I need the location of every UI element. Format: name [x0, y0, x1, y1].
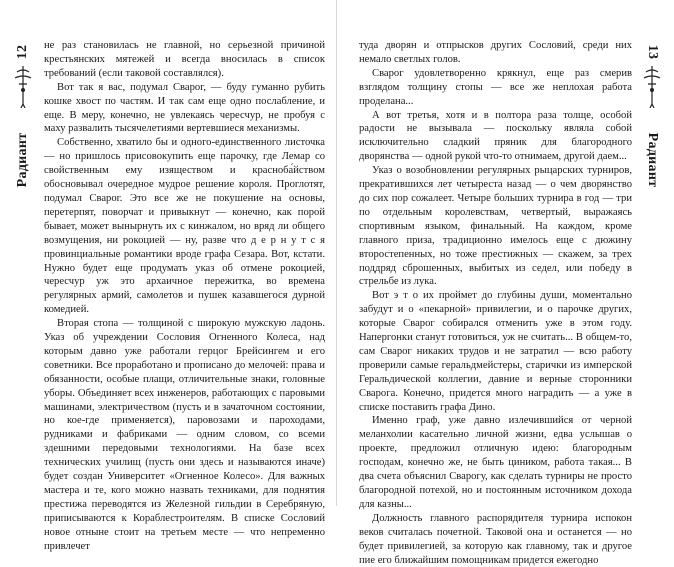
right-text-body [359, 39, 632, 567]
paragraph: Сварог удовлетворенно крякнул, еще раз смерив взглядом толщину стопы — все же неплохая работа проделана... [359, 67, 632, 107]
running-title-left: Радиант [15, 132, 30, 188]
left-text-body [44, 39, 325, 554]
paragraph: Вторая стопа — толщиной с широкую мужскую ладонь. Указ об учреждении Сословия Огненного Колеса, над которым давно уже работали герцог Брейсингем и его советники. Все проработано и прописано до мелочей: права и обязанности, особые плащи, отличительные знаки, головные уборы. Объединяет всех инженеров, работающих с паровыми машинами, электричеством (пусть и в зачаточном состоянии, но кое-где применяется), паровозами и пароходами, рудниками и фабриками — одним словом, со всеми здешними передовыми технологиями. На базе всех технических училищ (пусть они здесь и называются иначе) будет создан Университет «Огненное Колесо». Для важных мастера и те, кого можно назвать техниками, для поднятия престижа переводятся из Железной гильдии в Серебряную, приписываются к Кораблестроителям. В списке Сословий новое отныне стоит на третьем месте — что непременно привлечет [44, 318, 325, 552]
right-margin [637, 0, 667, 506]
paragraph: А вот третья, хотя и в полтора раза толще, особой радости не вызывала — поскольку являла собой исключительно сладкий пряник для благородного дворянства — одной рукой что-то отнимаем, другой даем... [359, 109, 632, 163]
paragraph: Вот так я вас, подумал Сварог, — буду гуманно рубить кошке хвост по частям. И так сам еще одно послабление, и еще. В меру, конечно, не увлекаясь чересчур, не пробуя с маху развалить тысячелетиями вертевшиеся механизмы. [44, 81, 325, 135]
left-page [0, 0, 337, 552]
right-page [337, 0, 674, 566]
page-number-right: 13 [645, 44, 660, 60]
paragraph: не раз становилась не главной, но серьезной причиной крестьянских мятежей и всегда вносилась в список требований (если таковой составлялся). [44, 40, 325, 79]
paragraph: Вот э т о их проймет до глубины души, моментально забудут и о «пекарной» привилегии, и о парочке других, которые Сварог собирался отменить уже в этом году. Напергонки станут готовиться, уж не считать... В общем-то, сам Сварог никаких трудов и не затратил — всю работу проверили самые геральдмейстеры, старички из имперской Геральдической коллегии, давние и верные сторонники Сварога. Конечно, придется много наградить — а уже в списке поставить графа Дино. [359, 290, 632, 413]
paragraph: Собственно, хватило бы и одного-единственного листочка — но пришлось присовокупить еще парочку, где Лемар со свойственным ему изяществом и красноба́йством обосновывал очередное мудрое решение короля. Проглотят, подумал Сварог. Это все же не покушение на основы, перетерпят, поворчат и привыкнут — конечно, как порой бывает, может вынырнуть их с кинжалом, но вряд ли общего возмущения, ни рокоцией — ну, разве что д е р н у т с я провинциальные романтики вроде графа Сезара. Вот, кстати. Нужно будет еще продумать указ об отмене рокоцией, чересчур уж это архаичное пережитка, во времена регулярных армий, самолетов и пушек казавшегося дурной комедией. [44, 137, 325, 316]
running-title-right: Радиант [645, 132, 660, 188]
ornament-dagger-icon [640, 64, 664, 108]
paragraph: Должность главного распорядителя турнира испокон веков считалась почетной. Таковой она и останется — но будет привилегией, за которую как главному, так и другое пие его ближайшим помощникам придется ежегодно [359, 512, 632, 566]
page-number-left: 12 [15, 44, 30, 60]
paragraph: Указ о возобновлении регулярных рыцарских турниров, прекратившихся лет четыреста назад — о чем дворянство до сих пор сожалеет. Четыре больших турнира в год — три по отдельным королевствам, четвертый, выражаясь спортивным языком, финальный. На каждом, кроме главного приза, традиционно имелось еще с дюжину второстепенных, но тоже престижных — скажем, за трех поддряд сброшенных, выбитых из седел, или победу в стрельбе из лука. [359, 165, 632, 288]
left-margin [8, 0, 38, 506]
paragraph: Именно граф, уже давно излечившийся от черной меланхолии касательно личной жизни, едва услышав о проекте, предложил отличную идею: благородным господам, конечно же, не быть циником, работа такая... В два счета объяснил Сварогу, как сделать турниры не просто благородной потехой, но и постоянным источником дохода для казны... [359, 415, 632, 510]
ornament-dagger-icon [11, 64, 35, 108]
paragraph: туда дворян и отпрысков других Сословий, среди них немало светлых голов. [359, 40, 632, 65]
